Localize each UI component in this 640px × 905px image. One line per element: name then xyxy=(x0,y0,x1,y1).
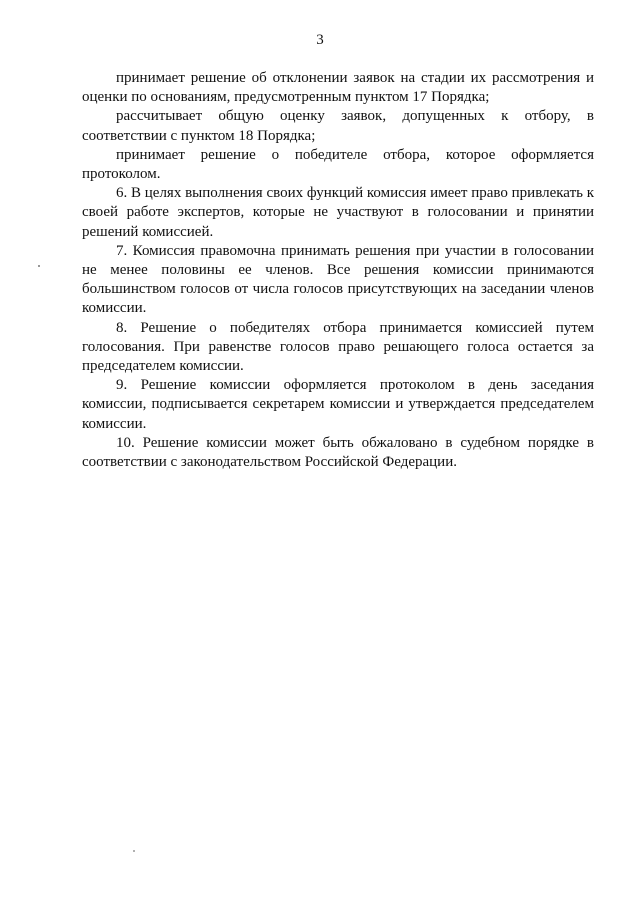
paragraph-10-appeal: 10. Решение комиссии может быть обжаловано в судебном порядке в соответствии с законодательством Российской Федерации. xyxy=(82,434,594,471)
document-body xyxy=(82,69,594,472)
paragraph-winner-decision: принимает решение о победителе отбора, которое оформляется протоколом. xyxy=(82,146,594,183)
scan-speck xyxy=(133,850,135,852)
paragraph-8-voting: 8. Решение о победителях отбора принимается комиссией путем голосования. При равенстве голосов право решающего голоса остается за председателем комиссии. xyxy=(82,319,594,375)
page-number: 3 xyxy=(316,32,324,48)
paragraph-6-experts: 6. В целях выполнения своих функций комиссия имеет право привлекать к своей работе экспертов, которые не участвуют в голосовании и принятии решений комиссией. xyxy=(82,185,595,240)
paragraph-7-quorum: 7. Комиссия правомочна принимать решения при участии в голосовании не менее половины ее членов. Все решения комиссии принимаются большинством голосов от числа голосов присутствующих на заседании членов комиссии. xyxy=(82,242,594,317)
paragraph-calculate-score: рассчитывает общую оценку заявок, допущенных к отбору, в соответствии с пунктом 18 Порядка; xyxy=(82,108,594,144)
scan-speck xyxy=(38,265,40,267)
paragraph-9-protocol: 9. Решение комиссии оформляется протоколом в день заседания комиссии, подписывается секретарем комиссии и утверждается председателем комиссии. xyxy=(82,377,594,432)
paragraph-reject-applications: принимает решение об отклонении заявок на стадии их рассмотрения и оценки по основаниям, предусмотренным пунктом 17 Порядка; xyxy=(82,70,594,106)
